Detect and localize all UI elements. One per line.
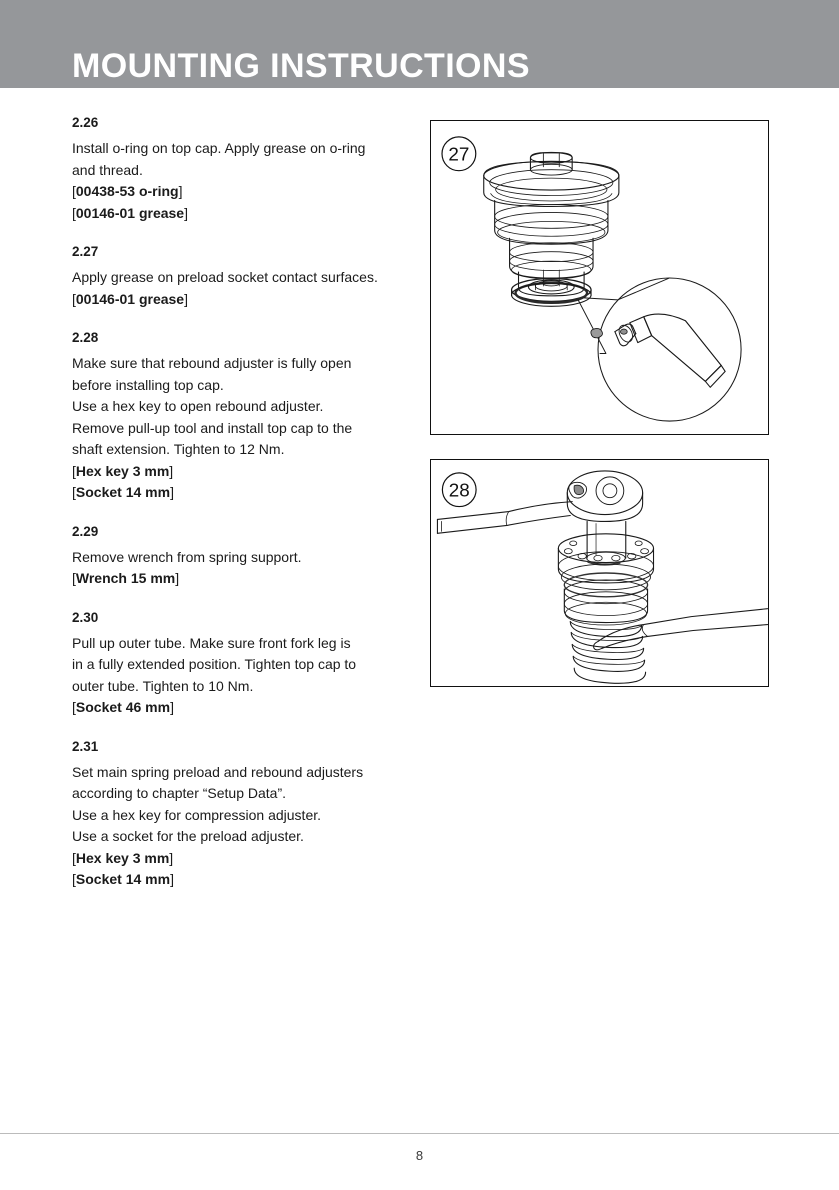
step-number: 2.30 [72, 609, 99, 625]
tool-name: Socket 14 mm [75, 484, 171, 500]
step-text-line: outer tube. Tighten to 10 Nm. [72, 677, 254, 694]
tool-name: Hex key 3 mm [75, 849, 170, 866]
tool-reference [72, 848, 412, 870]
step-text-line: Remove pull-up tool and install top cap to the [72, 419, 353, 436]
figure-27-badge-label: 27 [448, 143, 470, 165]
page-number: 8 [415, 1148, 424, 1163]
main-spring [570, 622, 645, 684]
step-number: 2.26 [72, 115, 99, 130]
step-text-line: Use a hex key for compression adjuster. [72, 806, 322, 823]
step-number: 2.31 [72, 738, 99, 754]
step-text-line: before installing top cap. [72, 376, 224, 393]
tool-name: Hex key 3 mm [75, 462, 170, 479]
step-block [72, 328, 412, 504]
bracket-open: [ [72, 462, 76, 479]
step-text-line: shaft extension. Tighten to 12 Nm. [72, 441, 285, 457]
bracket-close: ] [184, 204, 188, 221]
figure-28-badge-label: 28 [448, 479, 470, 501]
bracket-close: ] [169, 462, 174, 479]
step-block [72, 242, 412, 310]
step-text-line: Make sure that rebound adjuster is fully open [72, 355, 352, 371]
tool-reference [72, 181, 412, 203]
bracket-open: [ [72, 183, 76, 199]
step-text-line: Use a hex key to open rebound adjuster. [72, 398, 324, 414]
step-block [72, 522, 412, 590]
bracket-close: ] [178, 183, 183, 199]
step-block [72, 113, 412, 224]
bracket-close: ] [170, 699, 174, 715]
tool-reference [72, 203, 412, 225]
tool-name: Socket 46 mm [75, 699, 171, 715]
bracket-close: ] [170, 871, 174, 887]
tool-reference [72, 568, 412, 590]
step-text-line: Use a socket for the preload adjuster. [72, 828, 304, 844]
step-text-line: according to chapter “Setup Data”. [72, 785, 287, 801]
figure-28 [430, 459, 769, 687]
bracket-open: [ [72, 699, 76, 715]
bracket-open: [ [72, 871, 76, 887]
bracket-open: [ [72, 484, 76, 500]
bracket-close: ] [175, 570, 180, 586]
tool-name: 00146-01 grease [75, 204, 185, 221]
grease-tube [591, 314, 725, 387]
step-text-line: Apply grease on preload socket contact surfaces. [72, 269, 378, 285]
tool-name: 00438-53 o-ring [75, 183, 179, 199]
step-text-line: Pull up outer tube. Make sure front fork leg is [72, 634, 351, 651]
bracket-close: ] [169, 849, 174, 866]
bracket-open: [ [72, 570, 76, 586]
bracket-open: [ [72, 204, 76, 221]
step-text-line: Remove wrench from spring support. [72, 548, 302, 565]
tool-name: Socket 14 mm [75, 871, 171, 887]
bracket-open: [ [72, 290, 76, 307]
step-number: 2.27 [72, 244, 99, 259]
bracket-close: ] [170, 484, 174, 500]
figure-28-illustration [431, 460, 768, 686]
figure-27 [430, 120, 769, 435]
tool-reference [72, 697, 412, 719]
step-text-line: and thread. [72, 161, 143, 178]
header-band [0, 0, 839, 88]
tool-reference [72, 289, 412, 311]
grease-blob [591, 328, 603, 337]
page-title: MOUNTING INSTRUCTIONS [72, 47, 530, 85]
step-text-line: in a fully extended position. Tighten top cap to [72, 656, 357, 672]
step-number: 2.28 [72, 330, 99, 345]
step-block [72, 737, 412, 891]
tool-reference [72, 482, 412, 504]
footer-divider [0, 1133, 839, 1134]
instruction-steps-column [72, 113, 412, 909]
tool-reference [72, 461, 412, 483]
step-text-line: Set main spring preload and rebound adjusters [72, 763, 364, 780]
step-number: 2.29 [72, 523, 99, 539]
bracket-close: ] [184, 290, 188, 307]
step-text-line: Install o-ring on top cap. Apply grease on o-ring [72, 140, 366, 156]
spring-support-collar [558, 534, 653, 604]
bracket-open: [ [72, 849, 76, 866]
tool-name: Wrench 15 mm [75, 570, 176, 586]
tool-name: 00146-01 grease [75, 290, 185, 307]
tool-reference [72, 869, 412, 891]
detail-leader-line-upper [584, 278, 669, 300]
step-block [72, 608, 412, 719]
figure-27-illustration [431, 121, 768, 434]
